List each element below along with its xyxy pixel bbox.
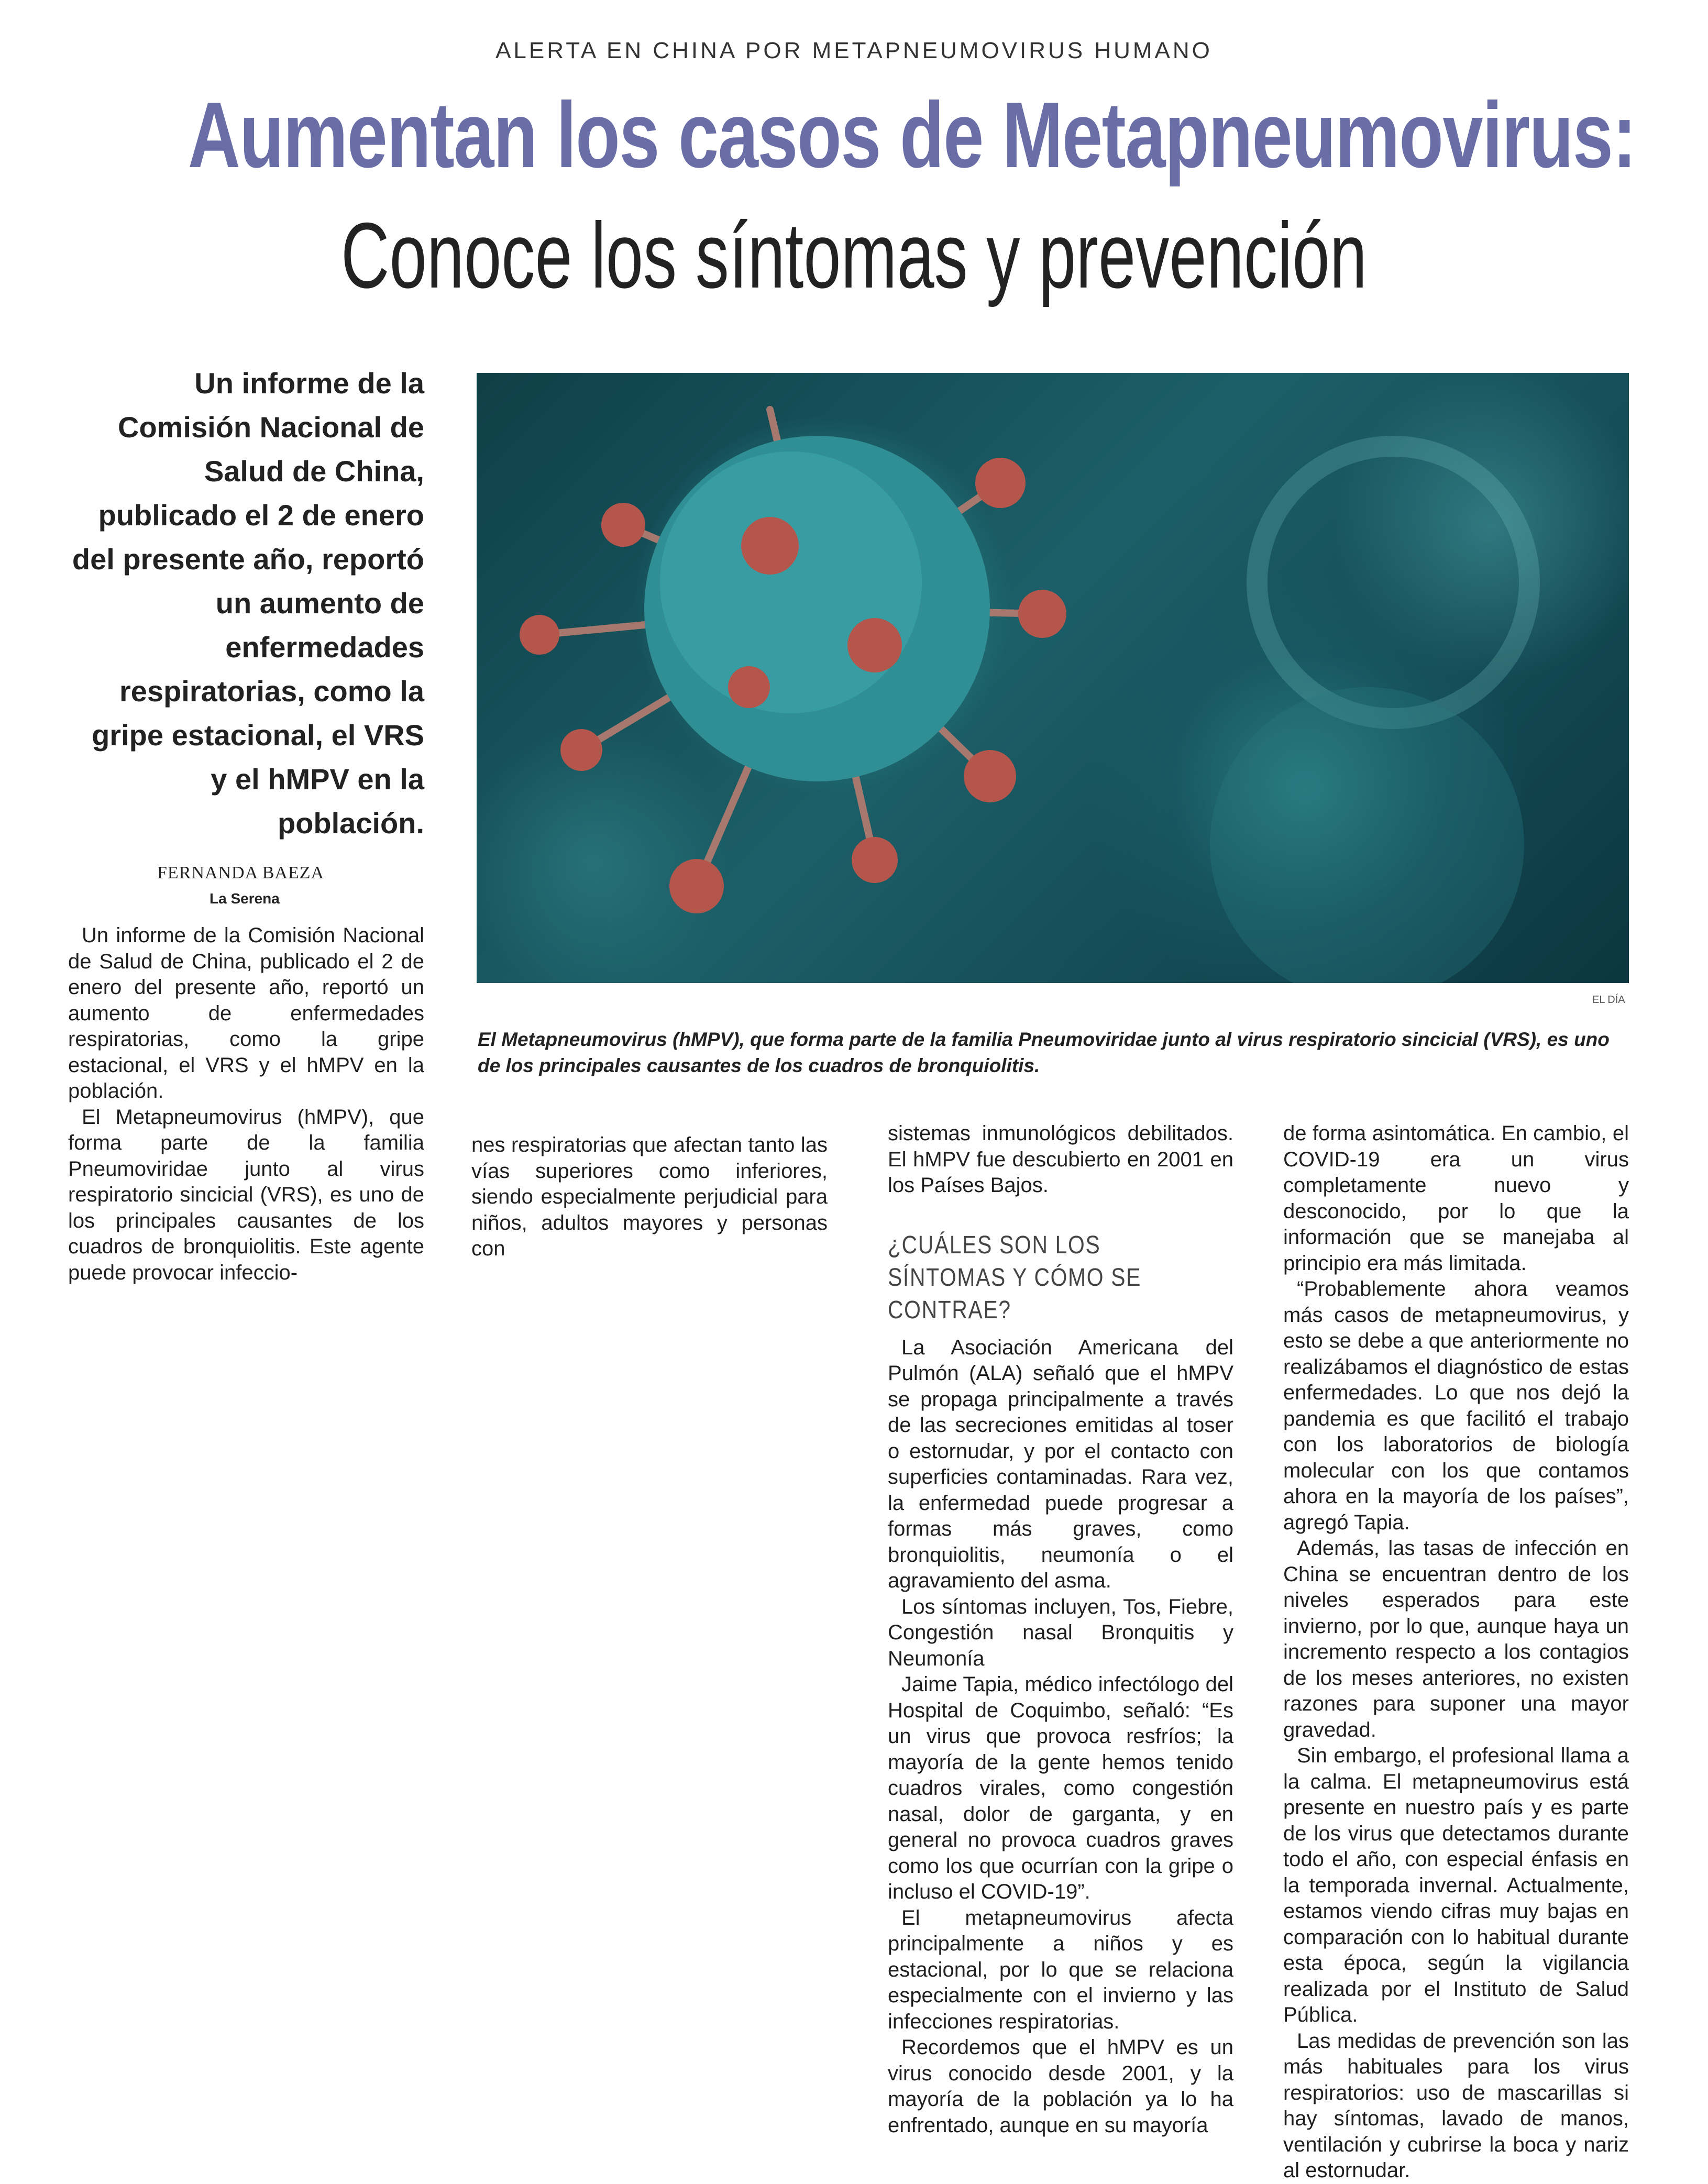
article-column-4 — [1283, 1121, 1629, 2184]
paragraph: de forma asintomática. En cambio, el COVID-19 era un virus completamente nuevo y desconocido, por lo que la información que se manejaba al principio era más limitada. — [1283, 1122, 1629, 1275]
section-heading: ¿CUÁLES SON LOS SÍNTOMAS Y CÓMO SE CONTRAE? — [888, 1231, 1142, 1324]
paragraph: Jaime Tapia, médico infectólogo del Hospital de Coquimbo, señaló: “Es un virus que provoca resfríos; la mayoría de la gente hemos tenido cuadros virales, como congestión nasal, dolor de garganta, y en general no provoca cuadros graves como los que ocurrían con la gripe o incluso el COVID-19”. — [888, 1673, 1233, 1903]
virus-illustration — [477, 373, 1629, 983]
paragraph: Las medidas de prevención son las más habituales para los virus respiratorios: uso de mascarillas si hay síntomas, lavado de manos, ventilación y cubrirse la boca y nariz al estornudar. — [1283, 2029, 1629, 2182]
article-column-3 — [888, 1121, 1233, 2138]
paragraph: sistemas inmunológicos debilitados. El hMPV fue descubierto en 2001 en los Países Bajos. — [888, 1122, 1233, 1197]
photo-caption: El Metapneumovirus (hMPV), que forma parte de la familia Pneumoviridae junto al virus respiratorio sincicial (VRS), es uno de los principales causantes de los cuadros de bronquiolitis. — [478, 1029, 1610, 1076]
paragraph: “Probablemente ahora veamos más casos de metapneumovirus, y esto se debe a que anteriormente no realizábamos el diagnóstico de estas enfermedades. Lo que nos dejó la pandemia es que facilitó el trabajo con los laboratorios de biología molecular con los que contamos ahora en la mayoría de los países”, agregó Tapia. — [1283, 1277, 1629, 1534]
paragraph: El Metapneumovirus (hMPV), que forma parte de la familia Pneumoviridae junto al virus respiratorio sincicial (VRS), es uno de los principales causantes de los cuadros de bronquiolitis. Este agente puede provocar infeccio- — [68, 1105, 424, 1284]
paragraph: La Asociación Americana del Pulmón (ALA) señaló que el hMPV se propaga principalmente a través de las secreciones emitidas al toser o estornudar, y por el contacto con superficies contaminadas. Rara vez, la enfermedad puede progresar a formas más graves, como bronquiolitis, neumonía o el agravamiento del asma. — [888, 1336, 1233, 1592]
paragraph: Los síntomas incluyen, Tos, Fiebre, Congestión nasal Bronquitis y Neumonía — [888, 1595, 1233, 1670]
headline: Aumentan los casos de Metapneumovirus: — [188, 83, 1636, 187]
paragraph: El metapneumovirus afecta principalmente a niños y es estacional, por lo que se relaciona especialmente con el invierno y las infecciones respiratorias. — [888, 1906, 1233, 2033]
subheadline: Conoce los síntomas y prevención — [340, 203, 1368, 307]
byline-place: La Serena — [210, 890, 280, 907]
virus-photo — [477, 373, 1629, 983]
article-column-1 — [68, 923, 424, 1286]
article-column-2 — [471, 1132, 828, 1262]
byline-author: FERNANDA BAEZA — [157, 863, 325, 883]
photo-credit: EL DÍA — [1592, 994, 1625, 1006]
paragraph: nes respiratorias que afectan tanto las vías superiores como inferiores, siendo especialmente perjudicial para niños, adultos mayores y personas con — [471, 1133, 828, 1260]
paragraph: Un informe de la Comisión Nacional de Salud de China, publicado el 2 de enero del presente año, reportó un aumento de enfermedades respiratorias, como la gripe estacional, el VRS y el hMPV en la población. — [68, 924, 424, 1102]
paragraph: Sin embargo, el profesional llama a la calma. El metapneumovirus está presente en nuestro país y es parte de los virus que detectamos durante todo el año, con especial énfasis en la temporada invernal. Actualmente, estamos viendo cifras muy bajas en comparación con lo habitual durante esta época, según la vigilancia realizada por el Instituto de Salud Pública. — [1283, 1744, 1629, 2026]
paragraph: Recordemos que el hMPV es un virus conocido desde 2001, y la mayoría de la población ya lo ha enfrentado, aunque en su mayoría — [888, 2036, 1233, 2137]
paragraph: Además, las tasas de infección en China se encuentran dentro de los niveles esperados para este invierno, por lo que, aunque haya un incremento respecto a los contagios de los meses anteriores, no existen razones para suponer una mayor gravedad. — [1283, 1537, 1629, 1741]
lead-paragraph: Un informe de la Comisión Nacional de Salud de China, publicado el 2 de enero del presente año, reportó un aumento de enfermedades respiratorias, como la gripe estacional, el VRS y el hMPV en la población. — [72, 367, 424, 840]
kicker: ALERTA EN CHINA POR METAPNEUMOVIRUS HUMANO — [495, 38, 1213, 63]
